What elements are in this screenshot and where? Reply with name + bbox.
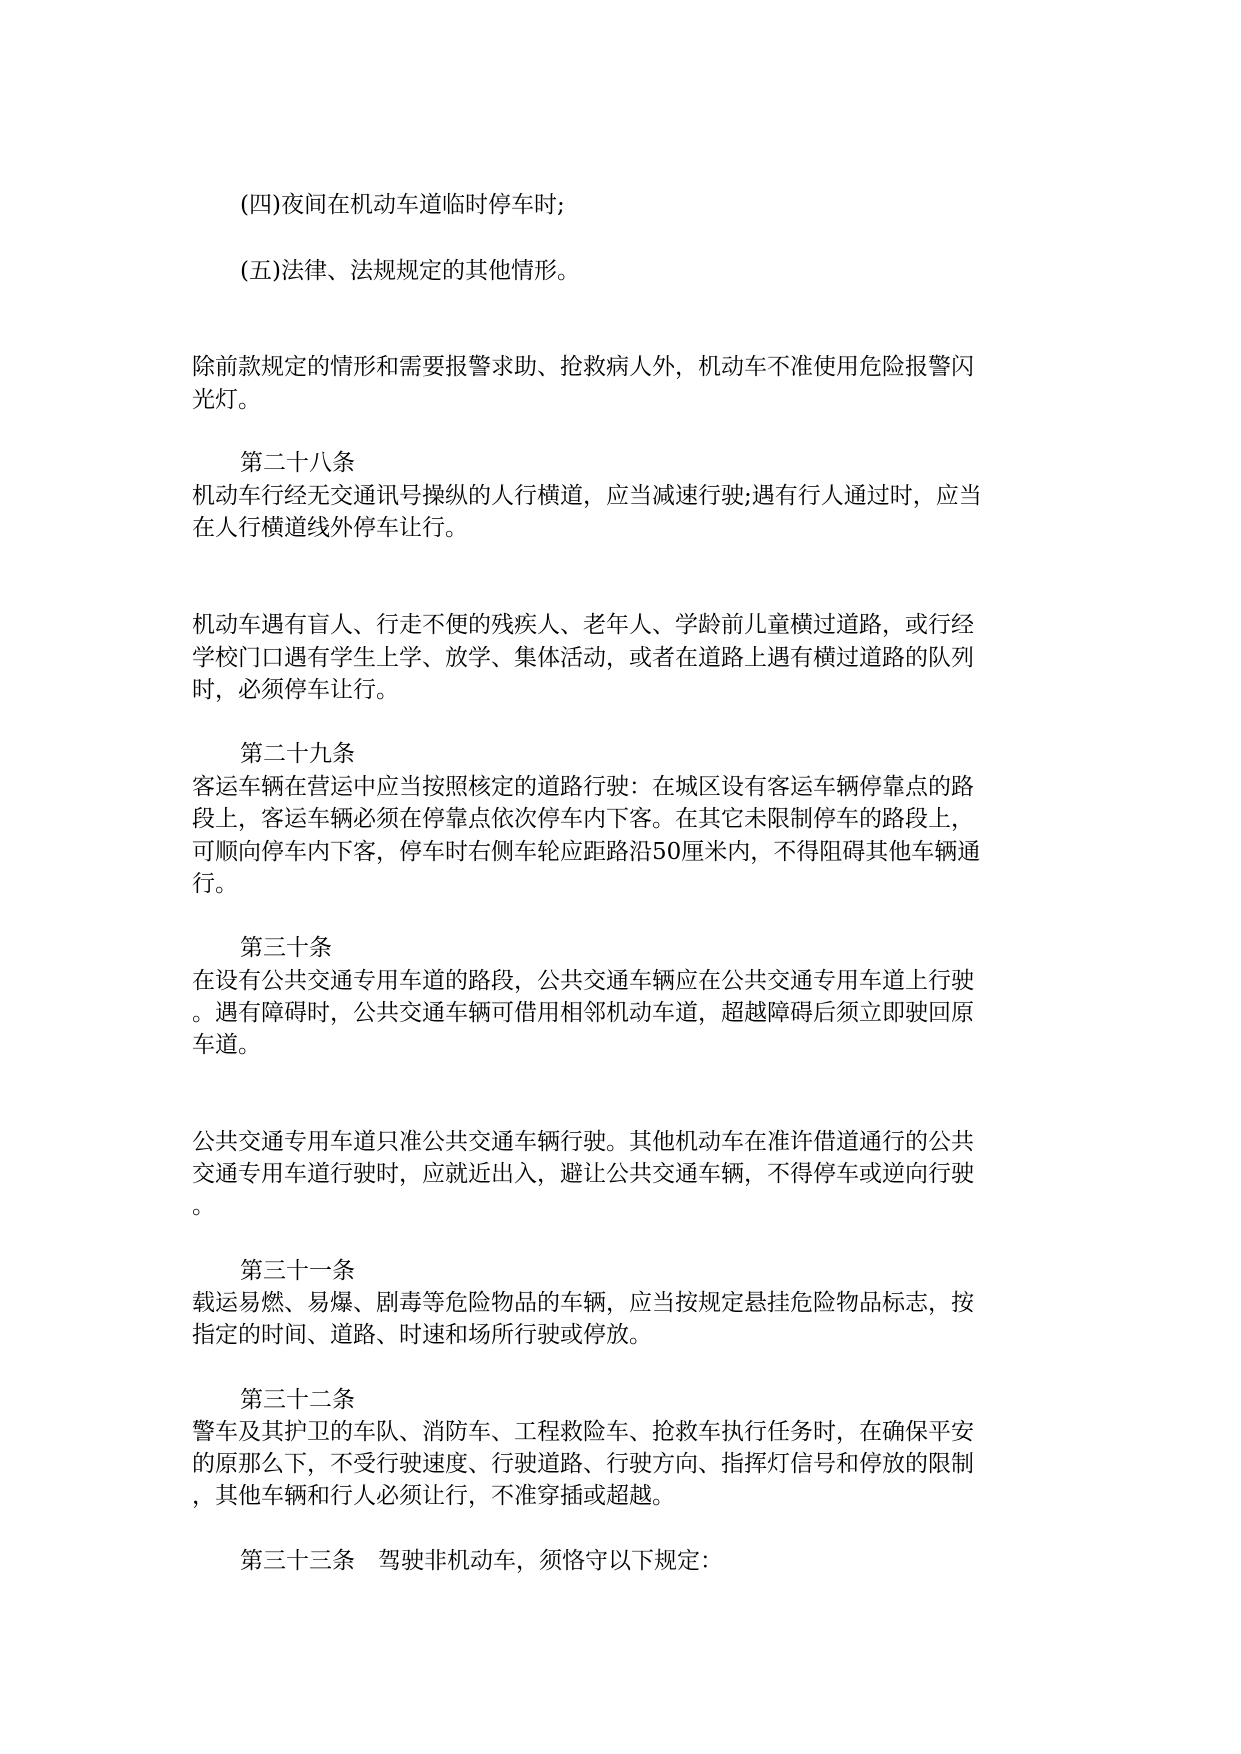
paragraph-line: 在人行横道线外停车让行。 bbox=[192, 515, 468, 541]
paragraph-line: 除前款规定的情形和需要报警求助、抢救病人外，机动车不准使用危险报警闪 bbox=[192, 354, 974, 380]
paragraph-line: 在设有公共交通专用车道的路段，公共交通车辆应在公共交通专用车道上行驶 bbox=[192, 968, 974, 994]
paragraph-line: 载运易燃、易爆、剧毒等危险物品的车辆，应当按规定悬挂危险物品标志，按 bbox=[192, 1290, 974, 1316]
paragraph-line: 段上，客运车辆必须在停靠点依次停车内下客。在其它未限制停车的路段上， bbox=[192, 806, 974, 832]
paragraph-line: 公共交通专用车道只准公共交通车辆行驶。其他机动车在准许借道通行的公共 bbox=[192, 1129, 974, 1155]
paragraph-line: 客运车辆在营运中应当按照核定的道路行驶：在城区设有客运车辆停靠点的路 bbox=[192, 774, 974, 800]
paragraph-line: 行。 bbox=[192, 871, 238, 897]
paragraph-line: 机动车行经无交通讯号操纵的人行横道，应当减速行驶;遇有行人通过时，应当 bbox=[192, 483, 982, 509]
paragraph-line: 可顺向停车内下客，停车时右侧车轮应距路沿50厘米内，不得阻碍其他车辆通 bbox=[192, 839, 981, 865]
paragraph-line: 交通专用车道行驶时，应就近出入，避让公共交通车辆，不得停车或逆向行驶 bbox=[192, 1161, 974, 1187]
paragraph-line: 警车及其护卫的车队、消防车、工程救险车、抢救车执行任务时，在确保平安 bbox=[192, 1419, 974, 1445]
article-heading-28: 第二十八条 bbox=[240, 450, 355, 476]
paragraph-line: 机动车遇有盲人、行走不便的残疾人、老年人、学龄前儿童横过道路，或行经 bbox=[192, 612, 974, 638]
list-item-5: (五)法律、法规规定的其他情形。 bbox=[240, 258, 580, 284]
paragraph-line: 学校门口遇有学生上学、放学、集体活动，或者在道路上遇有横过道路的队列 bbox=[192, 645, 974, 671]
paragraph-line: 。 bbox=[192, 1193, 215, 1219]
paragraph-line: 的原那么下，不受行驶速度、行驶道路、行驶方向、指挥灯信号和停放的限制 bbox=[192, 1451, 974, 1477]
paragraph-line: 指定的时间、道路、时速和场所行驶或停放。 bbox=[192, 1322, 652, 1348]
paragraph-line: 车道。 bbox=[192, 1032, 261, 1058]
paragraph-line: ，其他车辆和行人必须让行，不准穿插或超越。 bbox=[192, 1483, 675, 1509]
article-heading-29: 第二十九条 bbox=[240, 741, 355, 767]
article-heading-33: 第三十三条 驾驶非机动车，须恪守以下规定： bbox=[240, 1548, 723, 1574]
list-item-4: (四)夜间在机动车道临时停车时; bbox=[240, 192, 565, 218]
paragraph-line: 时，必须停车让行。 bbox=[192, 677, 399, 703]
paragraph-line: 光灯。 bbox=[192, 387, 261, 413]
article-heading-32: 第三十二条 bbox=[240, 1387, 355, 1413]
article-heading-30: 第三十条 bbox=[240, 935, 332, 961]
paragraph-line: 。遇有障碍时，公共交通车辆可借用相邻机动车道，超越障碍后须立即驶回原 bbox=[192, 1000, 974, 1026]
article-heading-31: 第三十一条 bbox=[240, 1258, 355, 1284]
